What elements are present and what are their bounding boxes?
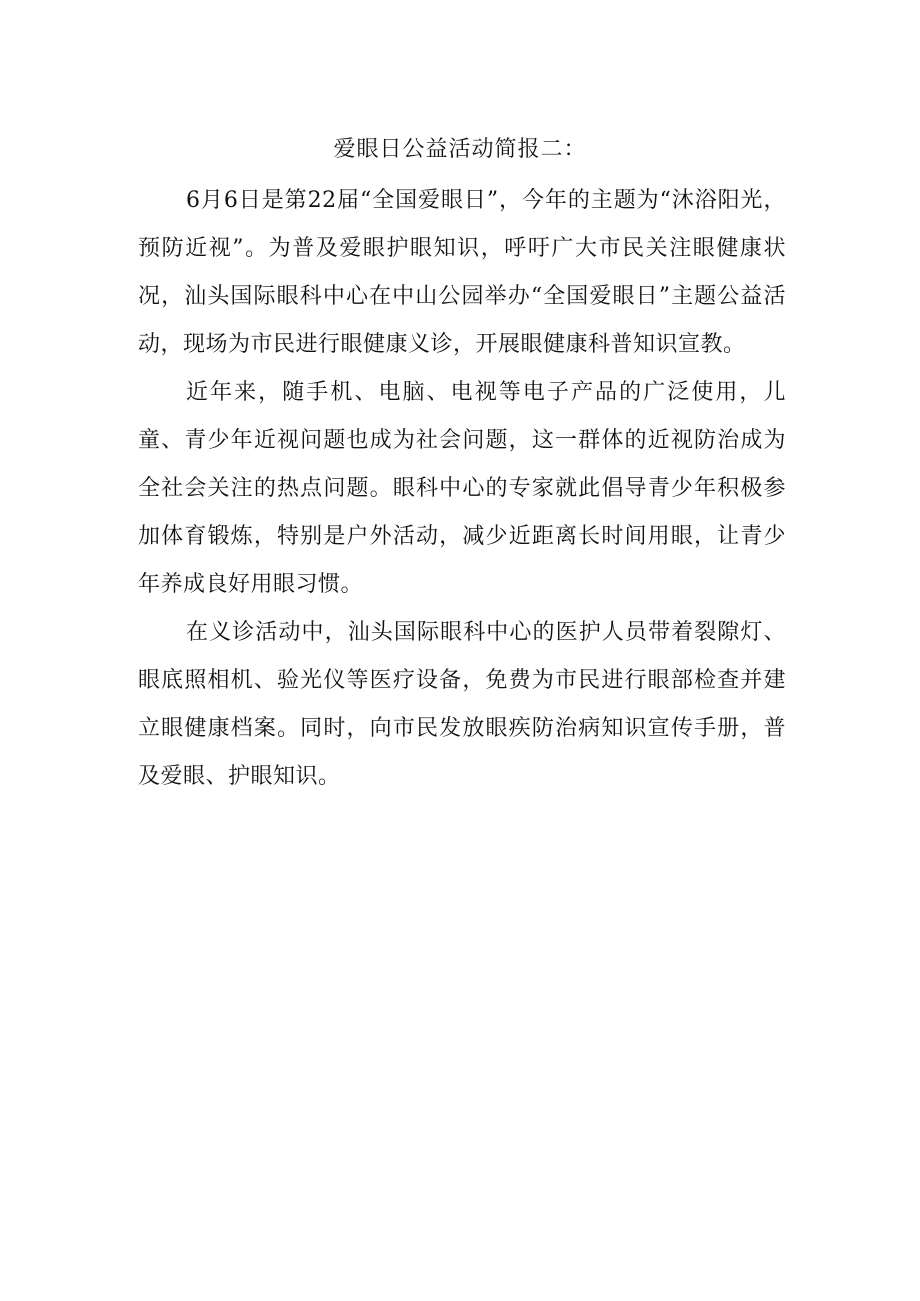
paragraph-1: 6月6日是第22届“全国爱眼日”，今年的主题为“沐浴阳光，预防近视”。为普及爱眼护眼知识，呼吁广大市民关注眼健康状况，汕头国际眼科中心在中山公园举办“全国爱眼日”主题公益活动，现场为市民进行眼健康义诊，开展眼健康科普知识宣教。 [138,188,786,357]
document-title: 爱眼日公益活动简报二： [333,137,587,162]
paragraph-2: 近年来，随手机、电脑、电视等电子产品的广泛使用，儿童、青少年近视问题也成为社会问题，这一群体的近视防治成为全社会关注的热点问题。眼科中心的专家就此倡导青少年积极参加体育锻炼，特别是户外活动，减少近距离长时间用眼，让青少年养成良好用眼习惯。 [138,380,786,597]
document-body [138,177,786,801]
paragraph-3: 在义诊活动中，汕头国际眼科中心的医护人员带着裂隙灯、眼底照相机、验光仪等医疗设备，免费为市民进行眼部检查并建立眼健康档案。同时，向市民发放眼疾防治病知识宣传手册，普及爱眼、护眼知识。 [138,620,786,789]
